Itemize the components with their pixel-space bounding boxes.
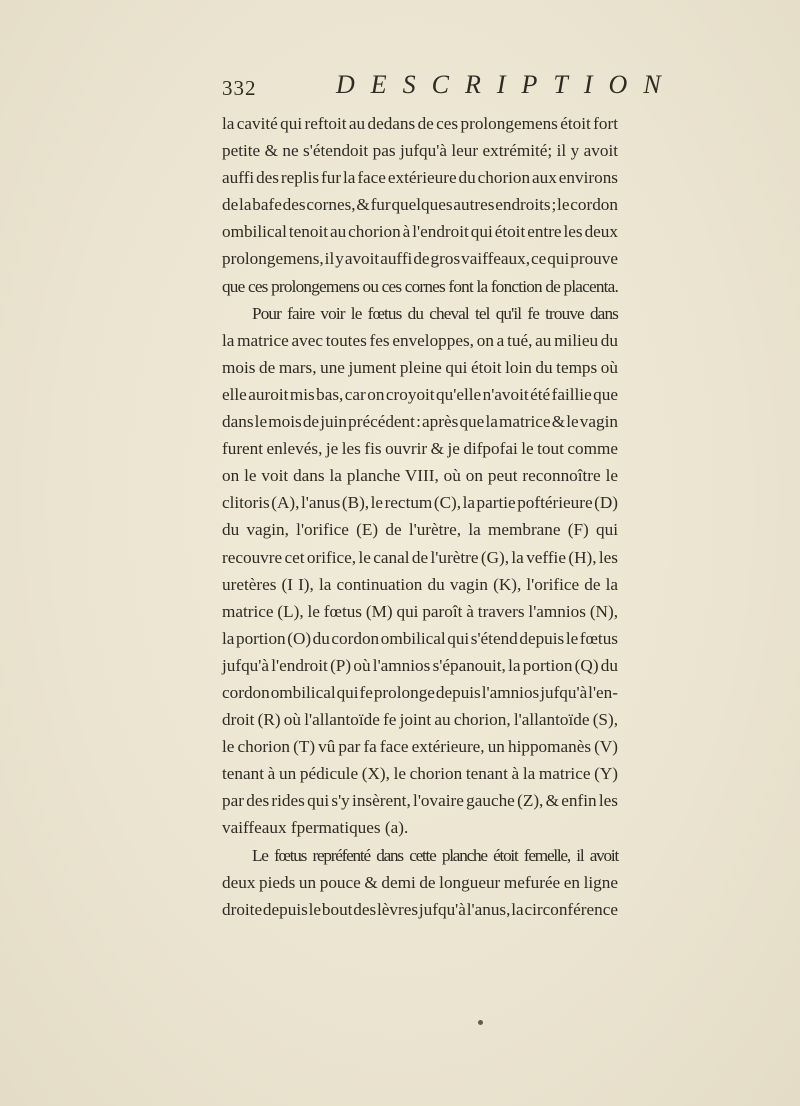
ink-spot [478, 1020, 483, 1025]
text-line: du vagin, l'orifice (E) de l'urètre, la membrane (F) qui [222, 520, 618, 540]
text-line: prolongemens, il y avoit auffi de gros vaiffeaux, ce qui prouve [222, 249, 618, 269]
text-line: la portion (O) du cordon ombilical qui s'étend depuis le fœtus [222, 628, 618, 648]
text-line: le chorion (T) vû par fa face extérieure, un hippomanès (V) [222, 737, 618, 757]
body-text [222, 110, 618, 923]
text-line: tenant à un pédicule (X), le chorion tenant à la matrice (Y) [222, 764, 618, 784]
text-line: auffi des replis fur la face extérieure du chorion aux environs [222, 168, 618, 188]
text-line: droite depuis le bout des lèvres jufqu'à l'anus, la circonférence [222, 899, 618, 919]
text-line: mois de mars, une jument pleine qui étoit loin du temps où [222, 357, 618, 377]
text-line: clitoris (A), l'anus (B), le rectum (C), la partie poftérieure (D) [222, 493, 618, 513]
text-line: on le voit dans la planche VIII, où on peut reconnoître le [222, 466, 618, 486]
text-line: de la bafe des cornes, & fur quelques autres endroits ; le cordon [222, 195, 618, 215]
text-line: matrice (L), le fœtus (M) qui paroît à travers l'amnios (N), [222, 601, 618, 621]
page-header [222, 70, 677, 110]
text-line: dans le mois de juin précédent : après que la matrice & le vagin [222, 412, 618, 432]
text-line: Pour faire voir le fœtus du cheval tel qu'il fe trouve dans [252, 303, 618, 323]
text-line: ombilical tenoit au chorion à l'endroit qui étoit entre les deux [222, 222, 618, 242]
text-line: par des rides qui s'y insèrent, l'ovaire gauche (Z), & enfin les [222, 791, 618, 811]
text-line: petite & ne s'étendoit pas jufqu'à leur extrémité; il y avoit [222, 141, 618, 161]
text-line: que ces prolongemens ou ces cornes font la fonction de placenta. [222, 276, 618, 296]
text-line: cordon ombilical qui fe prolonge depuis l'amnios jufqu'à l'en- [222, 682, 618, 702]
text-line: vaiffeaux fpermatiques (a). [222, 818, 409, 838]
text-line: elle auroit mis bas, car on croyoit qu'elle n'avoit été faillie que [222, 384, 618, 404]
running-head: DESCRIPTION [336, 70, 677, 99]
text-line: la matrice avec toutes fes enveloppes, on a tué, au milieu du [222, 330, 618, 350]
text-line: Le fœtus repréfenté dans cette planche étoit femelle, il avoit [252, 845, 618, 865]
text-line: jufqu'à l'endroit (P) où l'amnios s'épanouit, la portion (Q) du [222, 655, 618, 675]
text-line: droit (R) où l'allantoïde fe joint au chorion, l'allantoïde (S), [222, 710, 618, 730]
text-line: deux pieds un pouce & demi de longueur mefurée en ligne [222, 872, 618, 892]
text-line: uretères (I I), la continuation du vagin (K), l'orifice de la [222, 574, 618, 594]
text-line: furent enlevés, je les fis ouvrir & je difpofai le tout comme [222, 439, 618, 459]
text-line: recouvre cet orifice, le canal de l'urètre (G), la veffie (H), les [222, 547, 618, 567]
page-number: 332 [222, 76, 257, 100]
text-line: la cavité qui reftoit au dedans de ces prolongemens étoit fort [222, 114, 618, 133]
